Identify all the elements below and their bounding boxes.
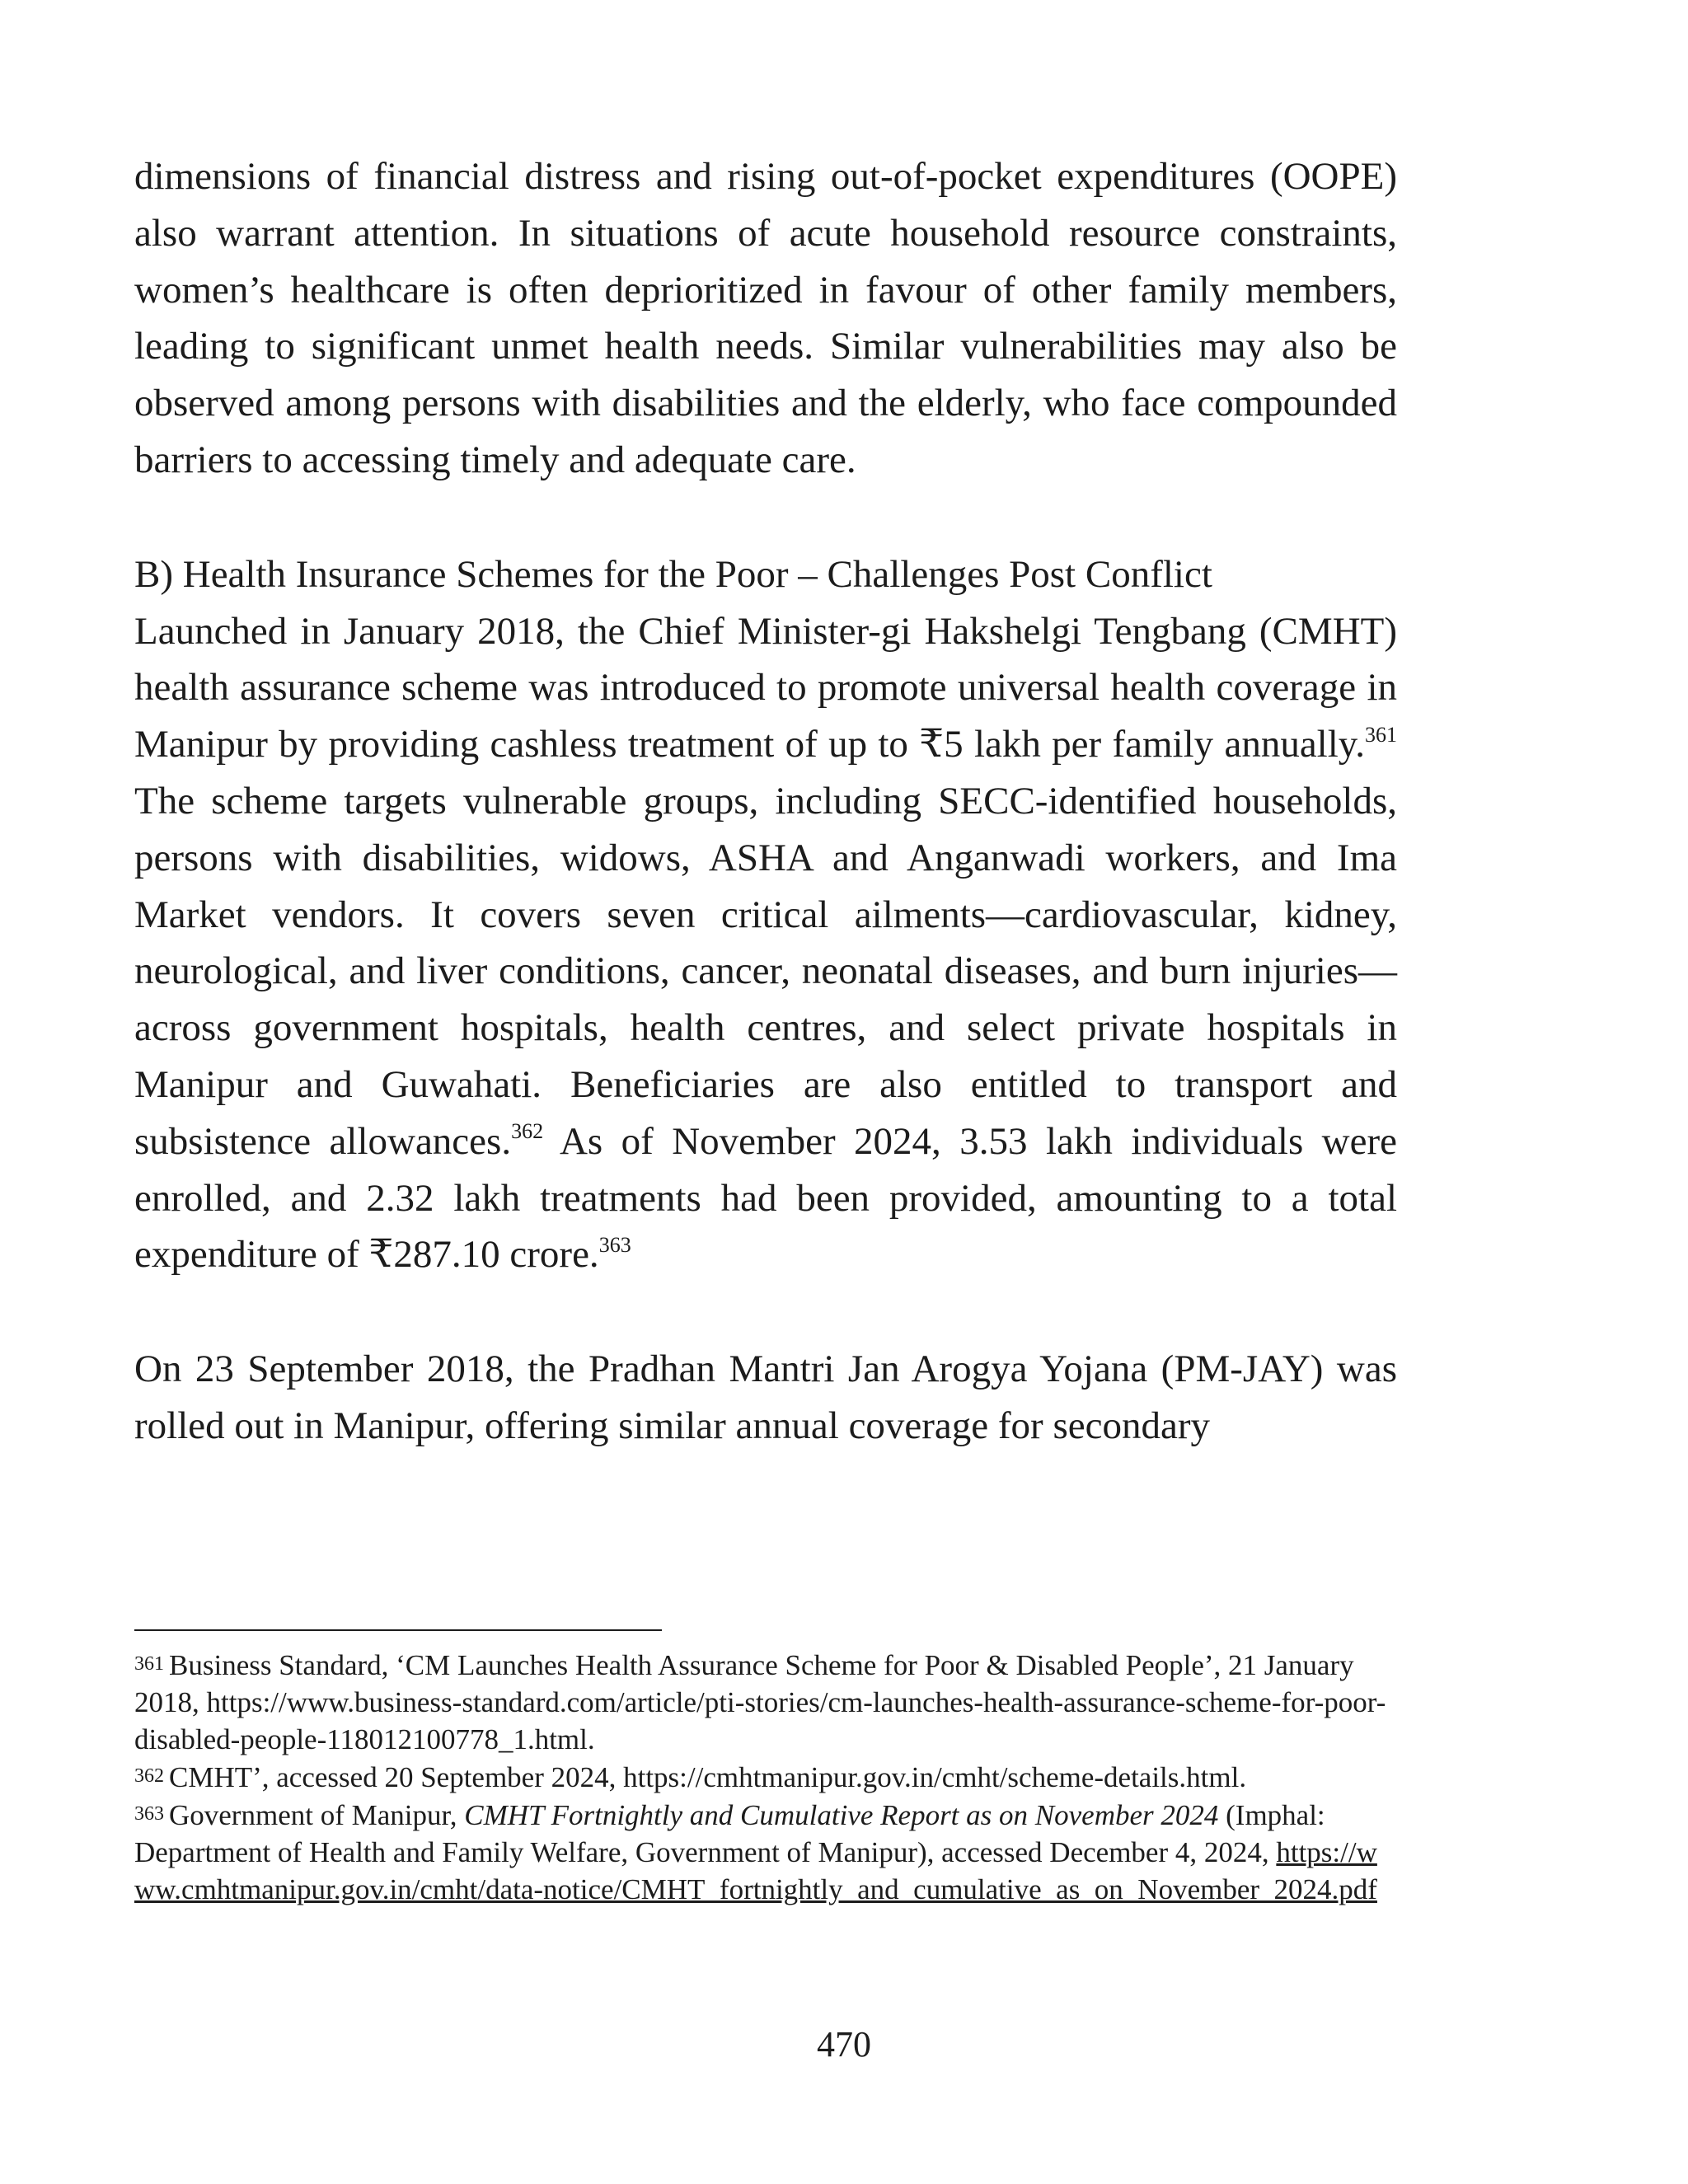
report-link[interactable]: https://www.cmhtmanipur.gov.in/cmht/data-notice/CMHT_fortnightly_and_cumulative_as_on_November_2024.pdf (134, 1836, 1377, 1905)
footnote-ref-361[interactable]: 361 (1365, 722, 1397, 747)
footnotes (134, 1646, 1397, 1908)
footnote-number: 362 (134, 1765, 164, 1787)
paragraph-cmht (134, 603, 1397, 1284)
footnote-ref-363[interactable]: 363 (598, 1232, 631, 1257)
footnote-divider (134, 1629, 662, 1631)
paragraph-pmjay: On 23 September 2018, the Pradhan Mantri Jan Arogya Yojana (PM-JAY) was rolled out in Manipur, offering similar annual coverage for secondary (134, 1347, 1397, 1447)
main-text (134, 148, 1397, 1455)
footnote-number: 361 (134, 1653, 164, 1675)
footnote-363 (134, 1796, 1397, 1908)
paragraph-cmht-part2: The scheme targets vulnerable groups, including SECC-identified households, persons with disabilities, widows, ASHA and Anganwadi workers, and Ima Market vendors. It covers seven critical ailments—cardiovascular, kidney, neurological, and liver conditions, cancer, neonatal diseases, and burn injuries—across government hospitals, health centres, and select private hospitals in Manipur and Guwahati. Beneficiaries are also entitled to transport and subsistence allowances. (134, 779, 1397, 1163)
footnote-361 (134, 1646, 1397, 1758)
report-title: CMHT Fortnightly and Cumulative Report as on November 2024 (464, 1799, 1219, 1831)
page-number: 470 (817, 2024, 871, 2064)
footnote-362 (134, 1758, 1397, 1796)
footnote-number: 363 (134, 1803, 164, 1825)
section-heading: B) Health Insurance Schemes for the Poor – Challenges Post Conflict (134, 552, 1212, 596)
footnote-text-pre: Government of Manipur, (169, 1799, 465, 1831)
paragraph-cmht-part1: Launched in January 2018, the Chief Minister-gi Hakshelgi Tengbang (CMHT) health assurance scheme was introduced to promote universal health coverage in Manipur by providing cashless treatment of up to ₹5 lakh per family annually. (134, 609, 1397, 766)
footnote-text: CMHT’, accessed 20 September 2024, https://cmhtmanipur.gov.in/cmht/scheme-details.html. (169, 1761, 1247, 1793)
footnote-text: Business Standard, ‘CM Launches Health Assurance Scheme for Poor & Disabled People’, 21 January 2018, https://www.business-standard.com/article/pti-stories/cm-launches-health-assurance-scheme-for-poor-disabled-people-118012100778_1.html. (134, 1649, 1386, 1755)
paragraph-cmht-part3: As of November 2024, 3.53 lakh individuals were enrolled, and 2.32 lakh treatments had been provided, amounting to a total expenditure of ₹287.10 crore. (134, 1119, 1397, 1277)
footnote-text-post: (Imphal: Department of Health and Family Welfare, Government of Manipur), accessed December 4, 2024, (134, 1799, 1325, 1868)
paragraph-oope: dimensions of financial distress and rising out-of-pocket expenditures (OOPE) also warrant attention. In situations of acute household resource constraints, women’s healthcare is often deprioritized in favour of other family members, leading to significant unmet health needs. Similar vulnerabilities may also be observed among persons with disabilities and the elderly, who face compounded barriers to accessing timely and adequate care. (134, 155, 1397, 481)
footnote-ref-362[interactable]: 362 (511, 1119, 544, 1144)
